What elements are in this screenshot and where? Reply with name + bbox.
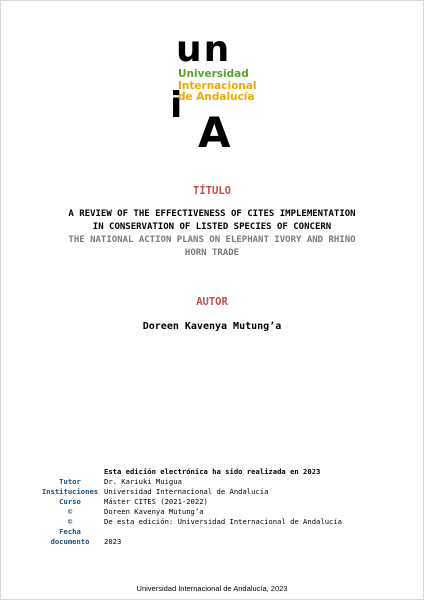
title-line-1: A REVIEW OF THE EFFECTIVENESS OF CITES IMPLEMENTATION: [68, 209, 356, 219]
meta-row: [40, 537, 400, 547]
meta-row: [40, 487, 400, 497]
logo-wordmark: [178, 69, 256, 104]
logo-line-1: Universidad: [178, 68, 249, 80]
meta-value: Máster CITES (2021-2022): [104, 497, 208, 506]
meta-key: Fecha: [59, 527, 81, 536]
title-label: TÍTULO: [193, 185, 231, 197]
author-label: AUTOR: [196, 296, 228, 308]
logo-line-3: de Andalucía: [178, 91, 255, 103]
meta-value: Universidad Internacional de Andalucía: [104, 487, 269, 496]
meta-row: [40, 477, 400, 487]
logo-a: A: [198, 108, 231, 157]
meta-value: 2023: [104, 537, 122, 546]
document-title: [0, 208, 424, 234]
university-logo: [170, 29, 280, 157]
meta-value: Dr. Kariuki Muigua: [104, 477, 182, 486]
subtitle-line-1: THE NATIONAL ACTION PLANS ON ELEPHANT IVORY AND RHINO: [68, 235, 356, 245]
meta-row: [40, 527, 400, 537]
title-line-2: IN CONSERVATION OF LISTED SPECIES OF CONCERN: [92, 222, 332, 232]
edition-heading: Esta edición electrónica ha sido realizada en 2023: [104, 467, 321, 476]
page-footer: Universidad Internacional de Andalucía, 2023: [136, 584, 288, 593]
subtitle-line-2: HORN TRADE: [184, 248, 240, 258]
meta-key: Instituciones: [41, 487, 99, 496]
meta-value: De esta edición: Universidad Internacional de Andalucía: [104, 517, 342, 526]
author-name: Doreen Kavenya Mutung’a: [142, 321, 282, 332]
logo-i: i: [170, 85, 183, 126]
meta-value: Doreen Kavenya Mutung’a: [104, 507, 204, 516]
meta-row: [40, 497, 400, 507]
meta-key: ©: [67, 517, 73, 526]
logo-un: un: [176, 29, 232, 70]
logo-line-2: Internacional: [178, 79, 257, 92]
meta-key: ©: [67, 507, 73, 516]
document-subtitle: [0, 234, 424, 260]
meta-key: Tutor: [59, 477, 81, 486]
meta-row: [40, 507, 400, 517]
meta-key: documento: [50, 537, 90, 546]
meta-key: Curso: [59, 497, 81, 506]
meta-row: [40, 517, 400, 527]
